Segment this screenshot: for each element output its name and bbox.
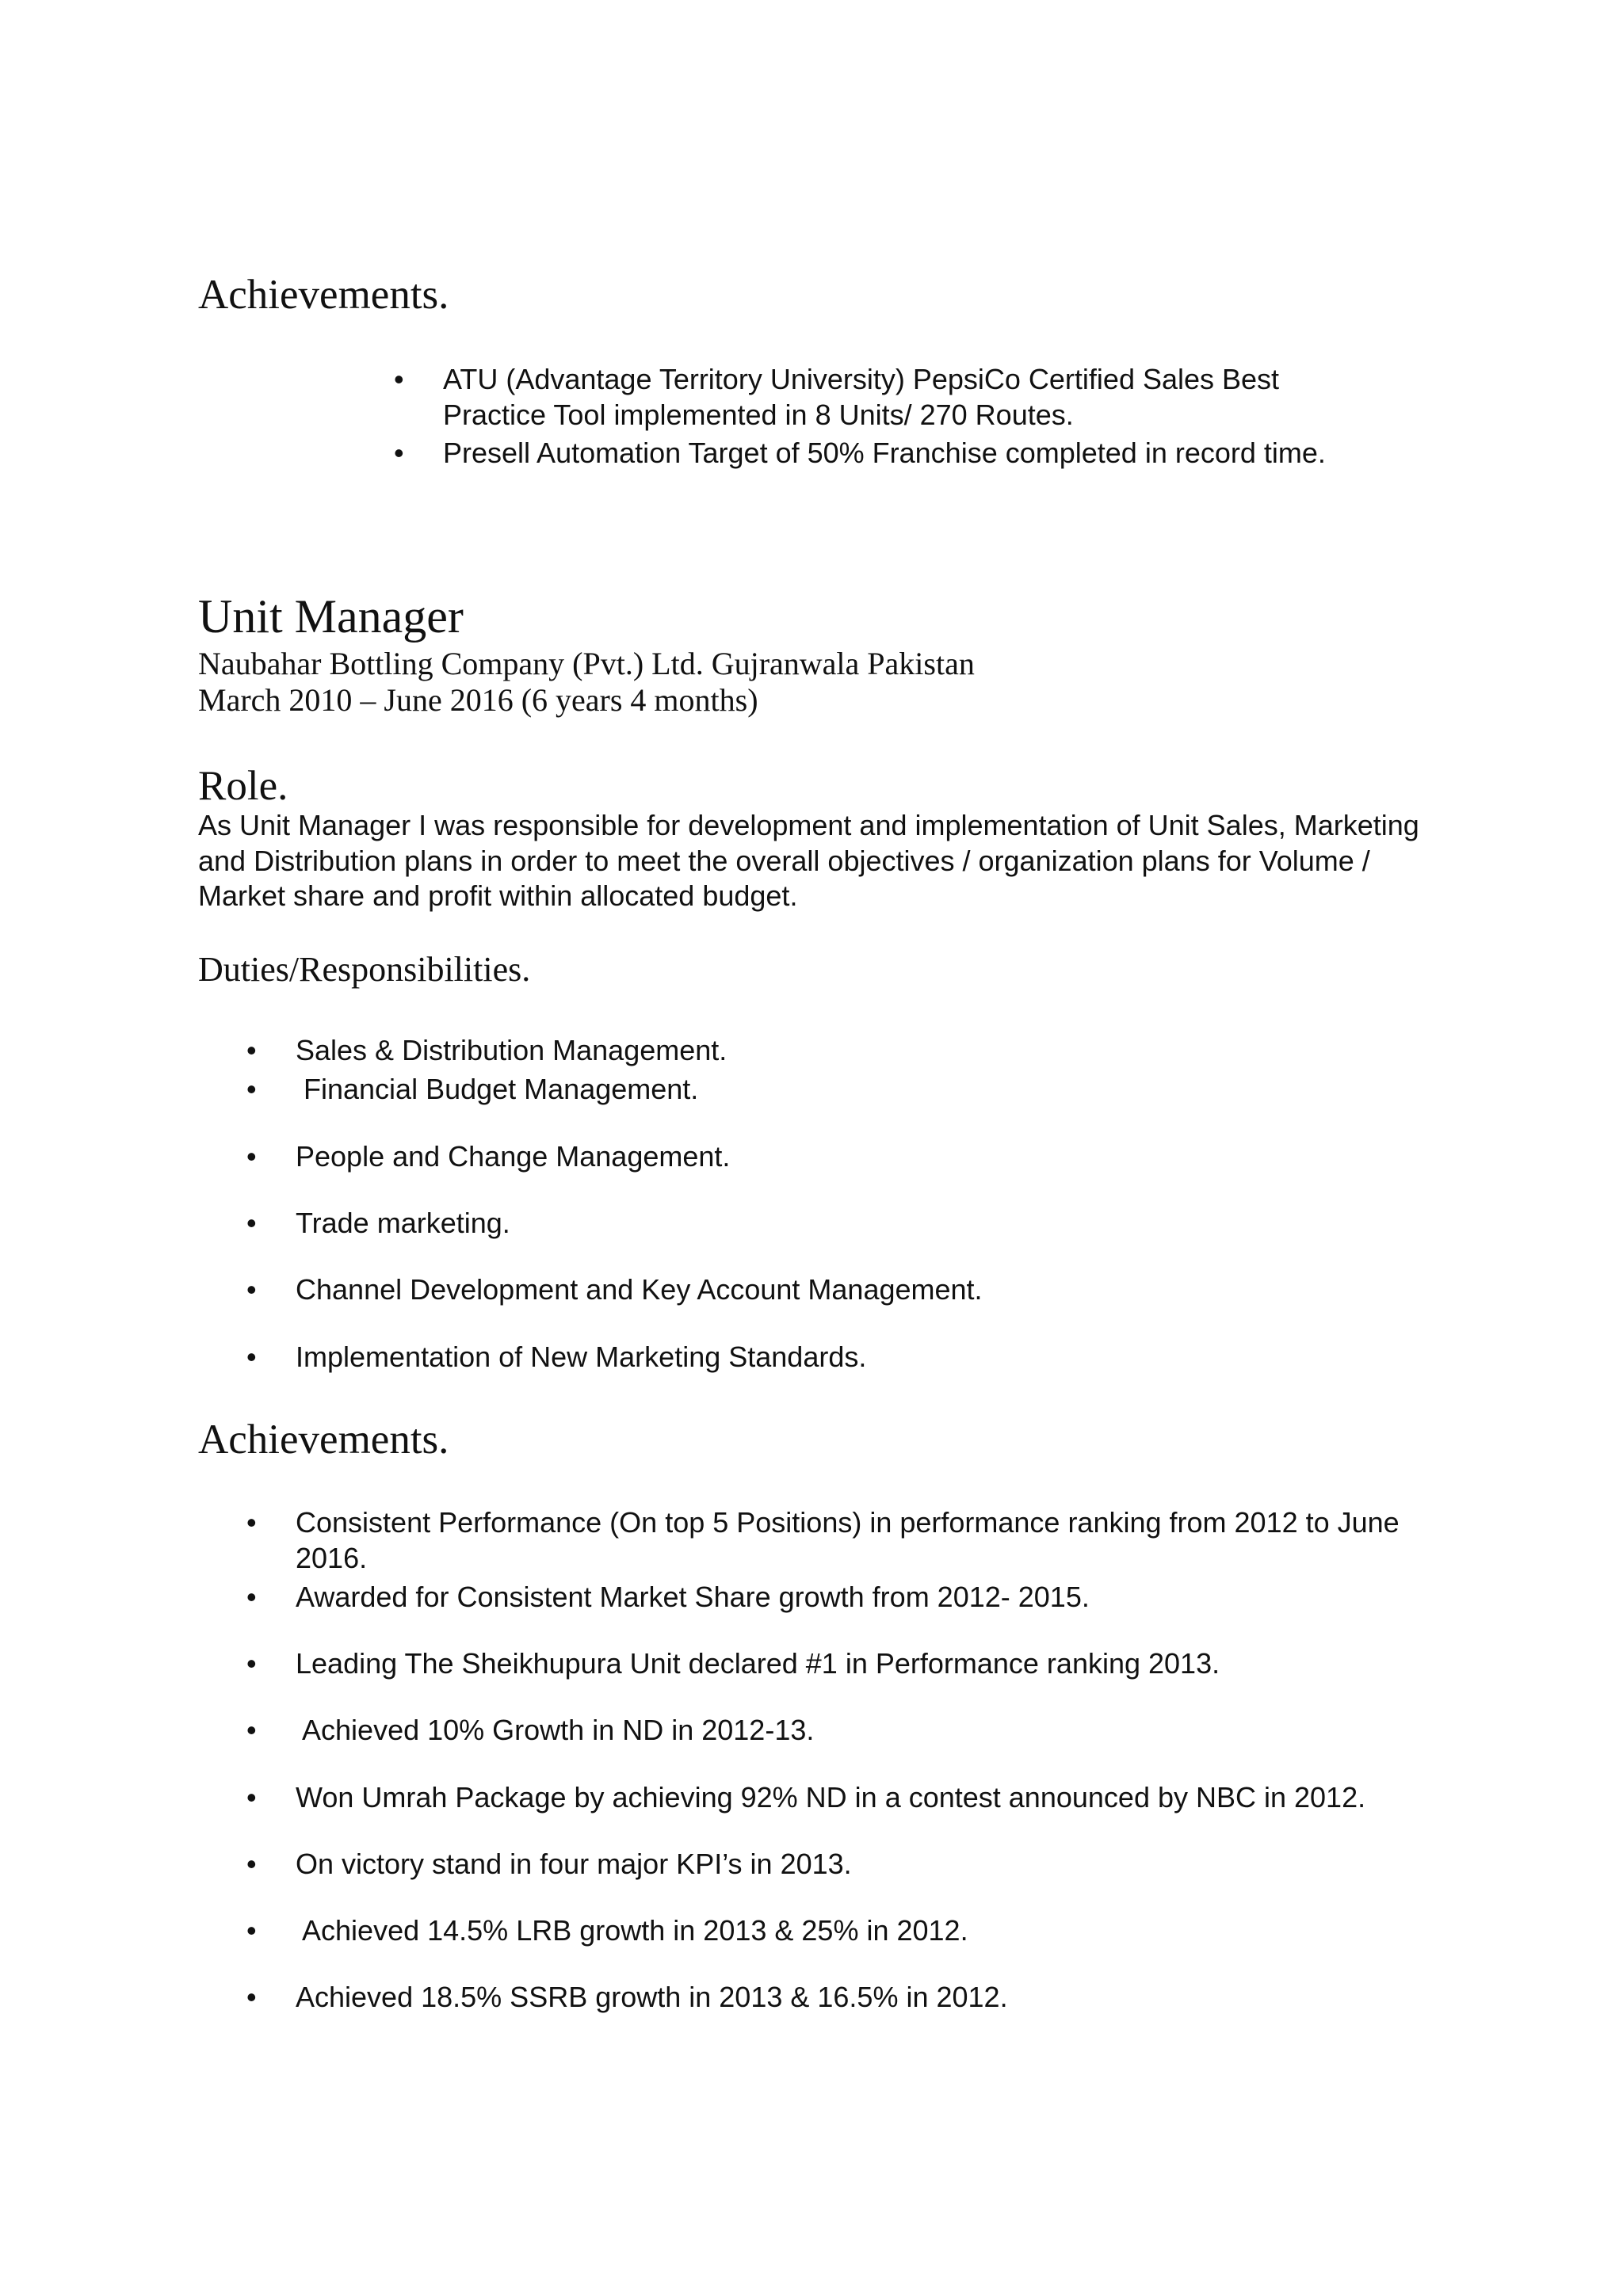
role-heading: Role. — [198, 763, 288, 809]
list-item-text: Presell Automation Target of 50% Franchise completed in record time. — [443, 437, 1326, 469]
duties-heading: Duties/Responsibilities. — [198, 950, 531, 989]
bullet-icon: • — [246, 1207, 257, 1239]
bullet-icon: • — [246, 1034, 257, 1066]
bullet-icon: • — [246, 1981, 257, 2013]
list-item-text: Sales & Distribution Management. — [296, 1034, 727, 1066]
job-title: Unit Manager — [198, 590, 464, 643]
achievements-heading: Achievements. — [198, 272, 449, 318]
list-item-text: Implementation of New Marketing Standards. — [296, 1341, 867, 1373]
employment-dates: March 2010 – June 2016 (6 years 4 months) — [198, 682, 758, 718]
bullet-icon: • — [246, 1781, 257, 1814]
list-item-text: ATU (Advantage Territory University) PepsiCo Certified Sales Best Practice Tool implemented in 8 Units/ 270 Routes. — [443, 363, 1280, 431]
bullet-icon: • — [246, 1341, 257, 1373]
list-item-text: Awarded for Consistent Market Share growth from 2012- 2015. — [296, 1581, 1090, 1613]
bullet-icon: • — [246, 1073, 257, 1105]
list-item-text: Financial Budget Management. — [296, 1073, 699, 1105]
bullet-icon: • — [246, 1506, 257, 1539]
list-item-text: Channel Development and Key Account Management. — [296, 1273, 983, 1306]
list-item-text: Trade marketing. — [296, 1207, 510, 1239]
achievements-heading-bottom: Achievements. — [198, 1417, 449, 1463]
bullet-icon: • — [246, 1714, 257, 1746]
list-item-text: People and Change Management. — [296, 1140, 731, 1173]
list-item-text: Consistent Performance (On top 5 Positions) in performance ranking from 2012 to June 2016. — [296, 1506, 1400, 1574]
bullet-icon: • — [394, 437, 404, 469]
bullet-icon: • — [246, 1647, 257, 1680]
list-item-text: Won Umrah Package by achieving 92% ND in a contest announced by NBC in 2012. — [296, 1781, 1366, 1814]
list-item-text: Leading The Sheikhupura Unit declared #1 in Performance ranking 2013. — [296, 1647, 1220, 1680]
company-name: Naubahar Bottling Company (Pvt.) Ltd. Gujranwala Pakistan — [198, 646, 975, 681]
bullet-icon: • — [394, 363, 404, 395]
bullet-icon: • — [246, 1848, 257, 1880]
list-item-text: Achieved 14.5% LRB growth in 2013 & 25% in 2012. — [296, 1914, 968, 1947]
list-item-text: Achieved 18.5% SSRB growth in 2013 & 16.5% in 2012. — [296, 1981, 1008, 2013]
bullet-icon: • — [246, 1140, 257, 1173]
bullet-icon: • — [246, 1273, 257, 1306]
list-item-text: Achieved 10% Growth in ND in 2012-13. — [296, 1714, 815, 1746]
role-description: As Unit Manager I was responsible for development and implementation of Unit Sales, Marketing and Distribution plans in order to meet the overall objectives / organization plans for Volume / Market share and profit within allocated budget. — [198, 809, 1419, 912]
list-item-text: On victory stand in four major KPI’s in 2013. — [296, 1848, 852, 1880]
bullet-icon: • — [246, 1914, 257, 1947]
bullet-icon: • — [246, 1581, 257, 1613]
